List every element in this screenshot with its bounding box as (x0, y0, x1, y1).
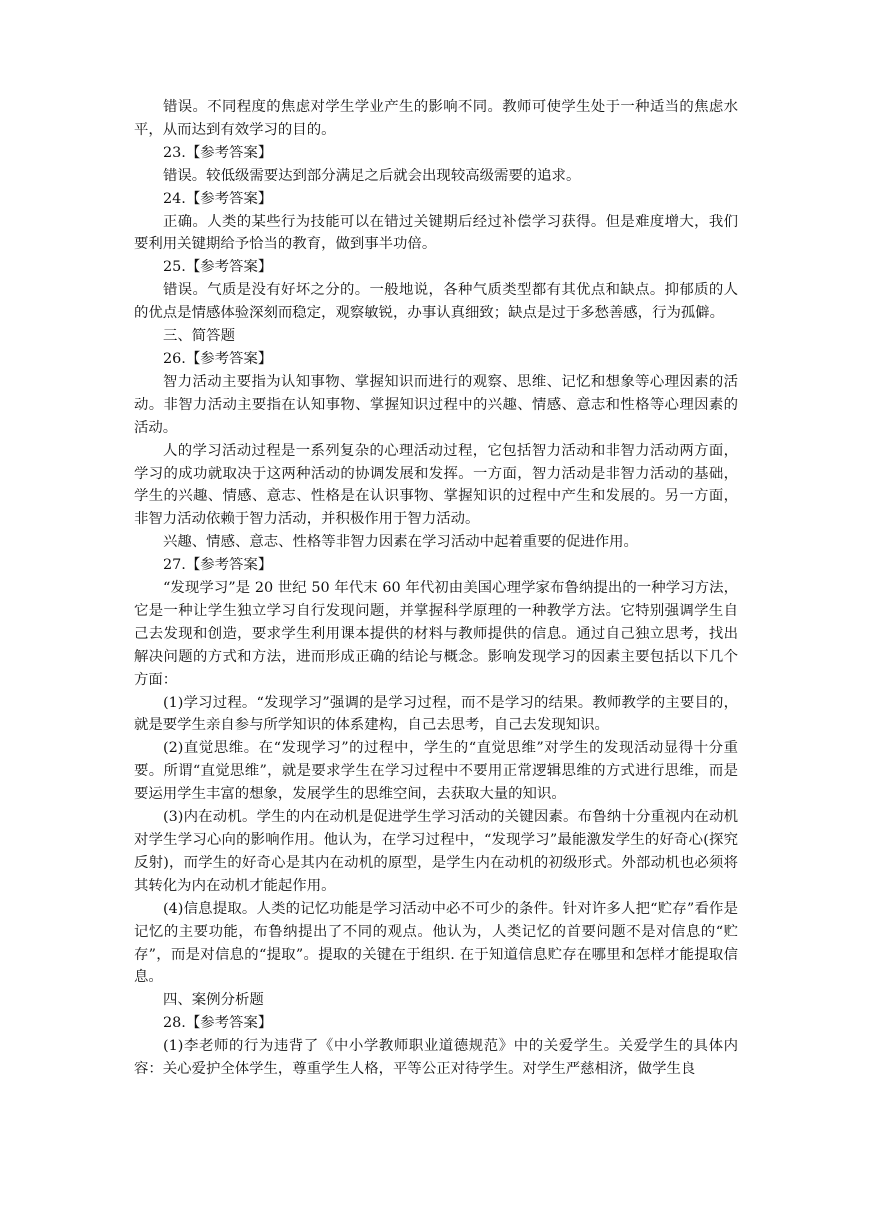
section-heading-case-analysis: 四、案例分析题 (163, 992, 264, 1009)
answer-heading-23: 23.【参考答案】 (163, 144, 273, 161)
answer-paragraph: 错误。不同程度的焦虑对学生学业产生的影响不同。教师可使学生处于一种适当的焦虑水平，从而达到有效学习的目的。 (134, 99, 738, 138)
answer-paragraph: 人的学习活动过程是一系列复杂的心理活动过程，它包括智力活动和非智力活动两方面，学习的成功就取决于这两种活动的协调发展和发挥。一方面，智力活动是非智力活动的基础，学生的兴趣、情感、意志、性格是在认识事物、掌握知识的过程中产生和发展的。另一方面，非智力活动依赖于智力活动，并积极作用于智力活动。 (134, 442, 738, 528)
answer-list-item: (1)学习过程。“发现学习”强调的是学习过程，而不是学习的结果。教师教学的主要目的，就是要学生亲自参与所学知识的体系建构，自己去思考，自己去发现知识。 (134, 694, 738, 734)
document-page (134, 96, 738, 1081)
answer-paragraph: “发现学习”是 20 世纪 50 年代末 60 年代初由美国心理学家布鲁纳提出的一种学习方法，它是一种让学生独立学习自行发现问题，并掌握科学原理的一种教学方法。它特别强调学生自己去发现和创造，要求学生利用课本提供的材料与教师提供的信息。通过自己独立思考，找出解决问题的方式和方法，进而形成正确的结论与概念。影响发现学习的因素主要包括以下几个方面： (134, 580, 738, 688)
answer-list-item: (3)内在动机。学生的内在动机是促进学生学习活动的关键因素。布鲁纳十分重视内在动机对学生学习心向的影响作用。他认为，在学习过程中，“发现学习”最能激发学生的好奇心(探究反射)，而学生的好奇心是其内在动机的原型，是学生内在动机的初级形式。外部动机也必须将其转化为内在动机才能起作用。 (134, 809, 738, 894)
answer-list-item: (1)李老师的行为违背了《中小学教师职业道德规范》中的关爱学生。关爱学生的具体内容：关心爱护全体学生，尊重学生人格，平等公正对待学生。对学生严慈相济，做学生良 (134, 1038, 738, 1078)
answer-list-item: (4)信息提取。人类的记忆功能是学习活动中必不可少的条件。针对许多人把“贮存”看作是记忆的主要功能，布鲁纳提出了不同的观点。他认为，人类记忆的首要问题不是对信息的“贮存”，而是对信息的“提取”。提取的关键在于组织. 在于知道信息贮存在哪里和怎样才能提取信息。 (134, 900, 738, 986)
answer-heading-27: 27.【参考答案】 (163, 557, 273, 574)
answer-list-item: (2)直觉思维。在“发现学习”的过程中，学生的“直觉思维”对学生的发现活动显得十分重要。所谓“直觉思维”，就是要求学生在学习过程中不要用正常逻辑思维的方式进行思维，而是要运用学生丰富的想象，发展学生的思维空间，去获取大量的知识。 (134, 740, 738, 803)
answer-paragraph: 正确。人类的某些行为技能可以在错过关键期后经过补偿学习获得。但是难度增大，我们要利用关键期给予恰当的教育，做到事半功倍。 (134, 213, 738, 253)
answer-heading-24: 24.【参考答案】 (163, 190, 273, 207)
answer-paragraph: 兴趣、情感、意志、性格等非智力因素在学习活动中起着重要的促进作用。 (163, 534, 638, 551)
answer-paragraph: 错误。气质是没有好坏之分的。一般地说，各种气质类型都有其优点和缺点。抑郁质的人的优点是情感体验深刻而稳定，观察敏锐，办事认真细致；缺点是过于多愁善感，行为孤僻。 (134, 282, 738, 322)
answer-heading-26: 26.【参考答案】 (163, 350, 273, 367)
answer-paragraph: 错误。较低级需要达到部分满足之后就会出现较高级需要的追求。 (163, 167, 581, 184)
answer-paragraph: 智力活动主要指为认知事物、掌握知识而进行的观察、思维、记忆和想象等心理因素的活动。非智力活动主要指在认知事物、掌握知识过程中的兴趣、情感、意志和性格等心理因素的活动。 (134, 373, 738, 436)
section-heading-short-answer: 三、简答题 (163, 328, 235, 345)
answer-heading-28: 28.【参考答案】 (163, 1015, 273, 1032)
answer-heading-25: 25.【参考答案】 (163, 259, 273, 276)
